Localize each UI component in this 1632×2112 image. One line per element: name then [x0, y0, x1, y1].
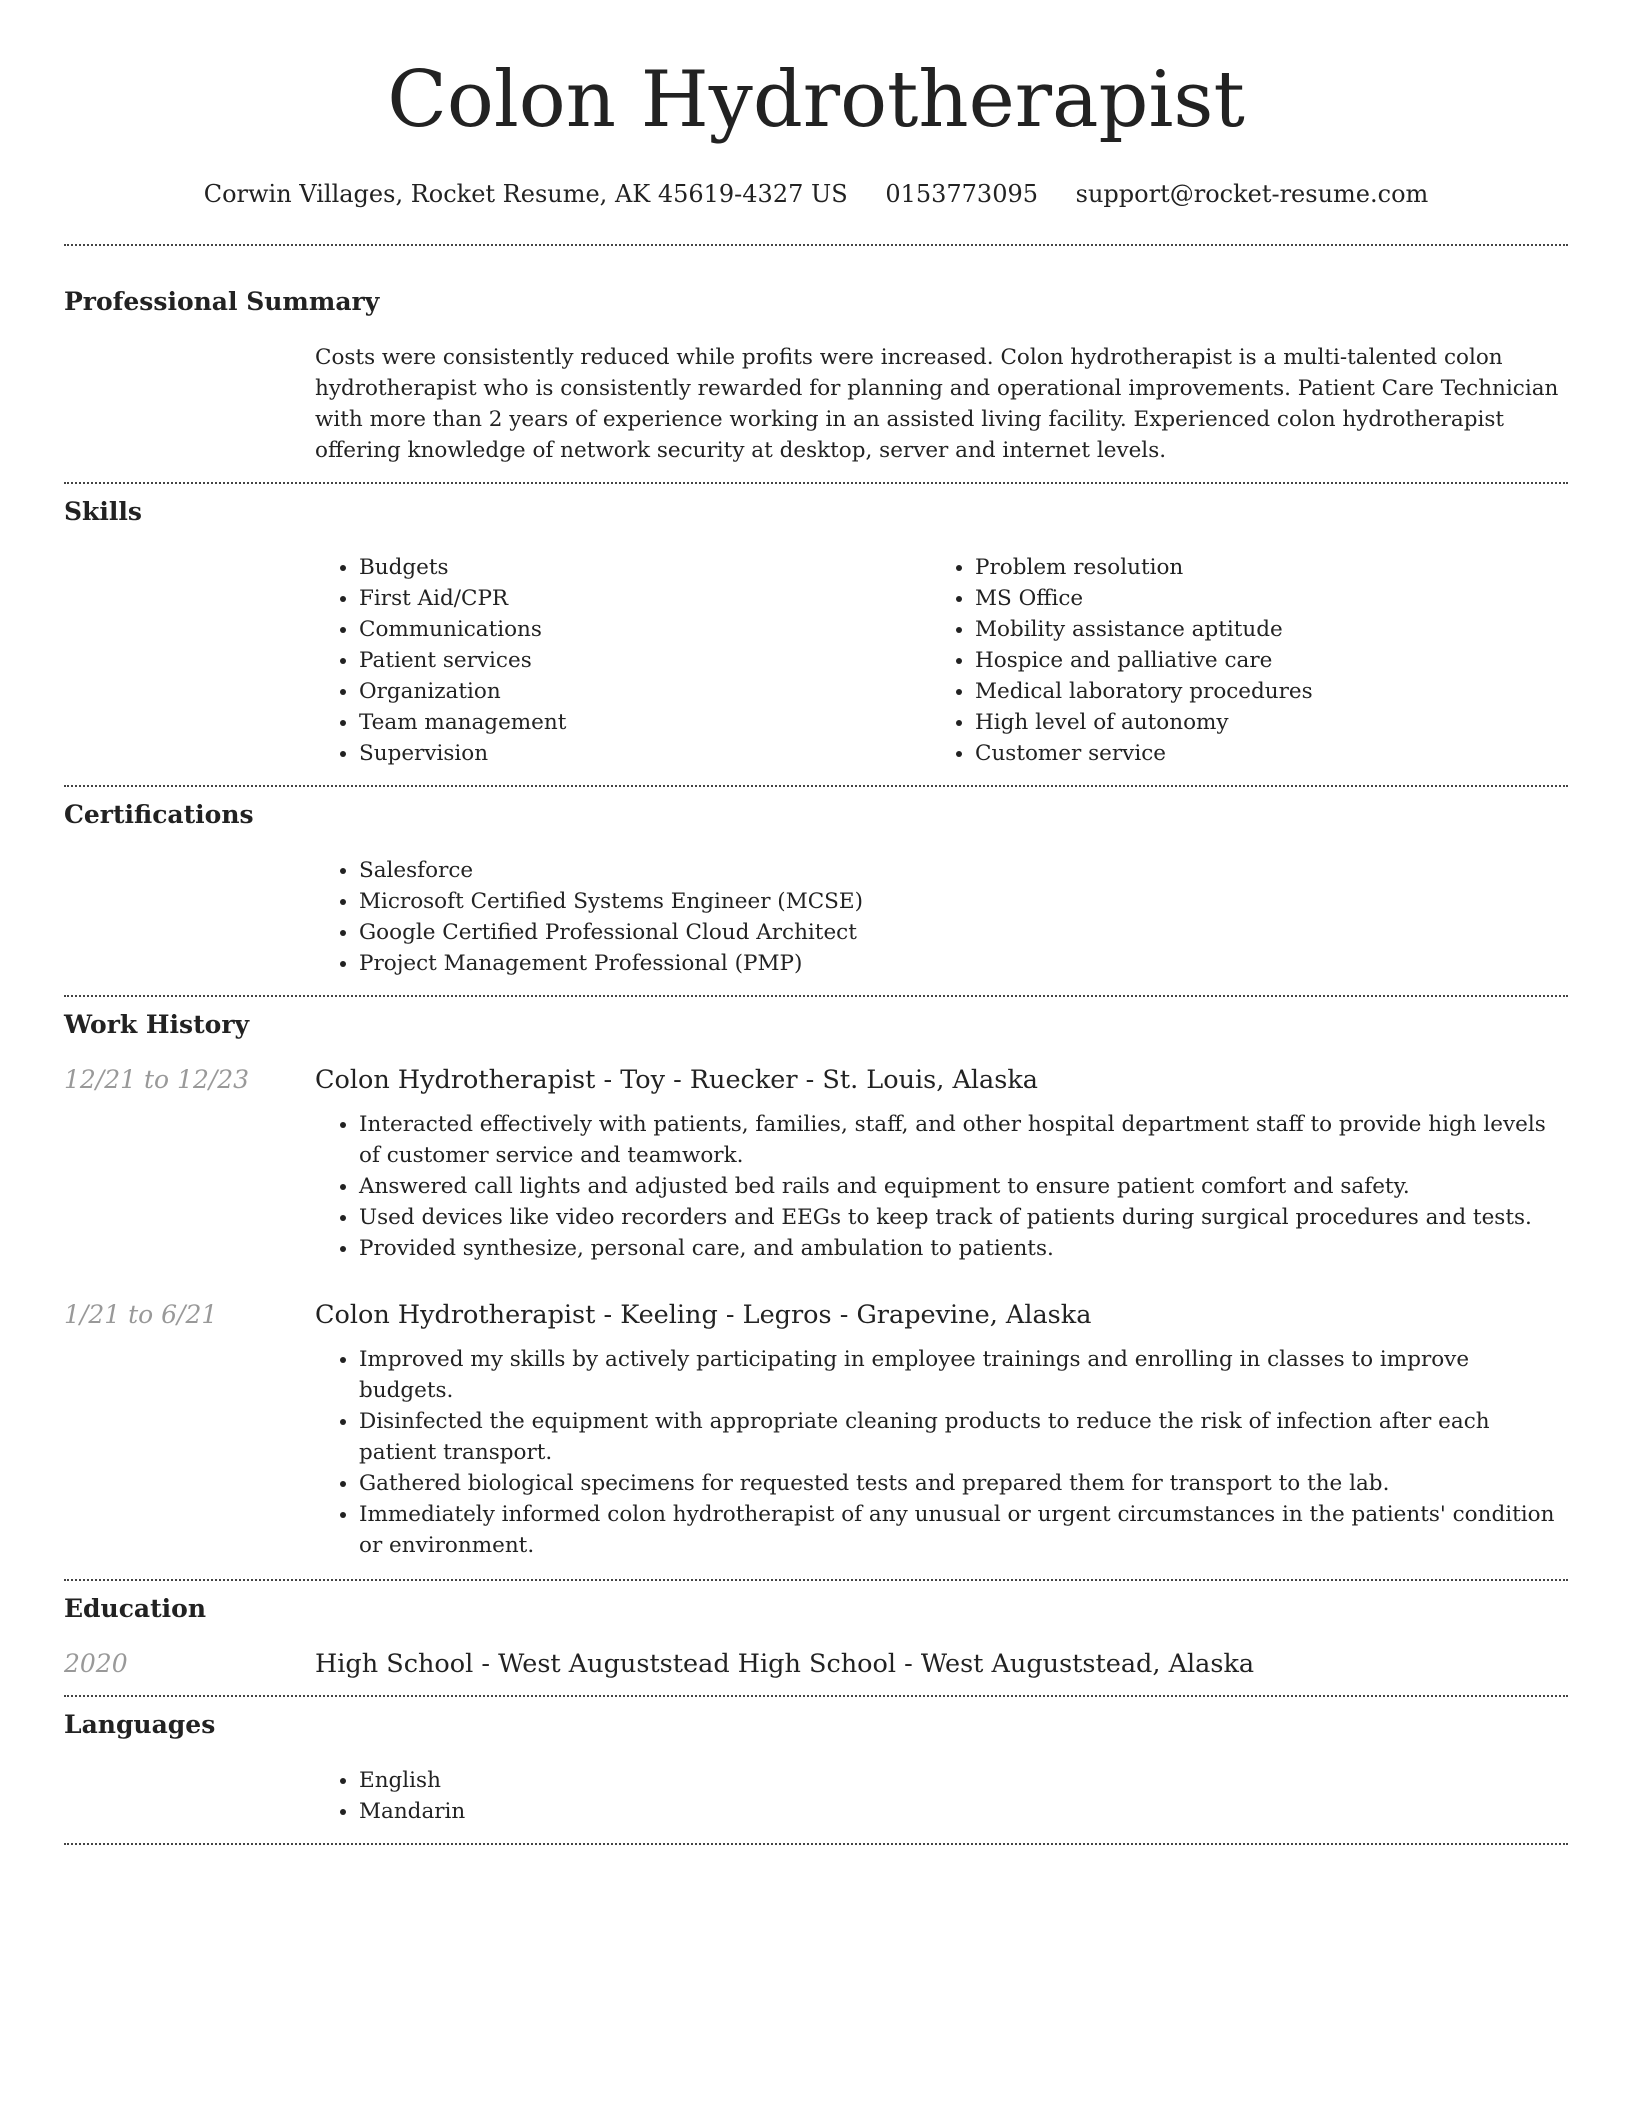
divider: [64, 995, 1568, 997]
summary-heading: Professional Summary: [64, 287, 380, 316]
education-date: 2020: [64, 1649, 128, 1678]
skill-item: • MS Office: [975, 583, 1547, 614]
job-bullet: • Provided synthesize, personal care, and ambulation to patients.: [359, 1233, 1568, 1264]
language-item: • Mandarin: [359, 1796, 1568, 1827]
divider: [64, 244, 1568, 246]
job-bullet: • Used devices like video recorders and EEGs to keep track of patients during surgical procedures and tests.: [359, 1202, 1568, 1233]
languages-body: [64, 1765, 1568, 1843]
summary-text: Costs were consistently reduced while profits were increased. Colon hydrotherapist is a multi-talented colon hydrotherapist who is consistently rewarded for planning and operational improvements. Patient Care Technician with more than 2 years of experience working in an assisted living facility. Experienced colon hydrotherapist offering knowledge of network security at desktop, server and internet levels.: [315, 345, 1559, 463]
job-bullets: [64, 1109, 1568, 1264]
work-history-heading: Work History: [64, 1010, 250, 1039]
job-bullet: • Answered call lights and adjusted bed rails and equipment to ensure patient comfort and safety.: [359, 1171, 1568, 1202]
certifications-body: [64, 855, 1568, 995]
divider: [64, 785, 1568, 787]
contact-line: [64, 178, 1568, 210]
skill-item: • Supervision: [359, 738, 931, 769]
skill-item: • High level of autonomy: [975, 707, 1547, 738]
certification-item: • Salesforce: [359, 855, 1568, 886]
contact-phone: 0153773095: [885, 180, 1039, 208]
job-bullet-list: [315, 1109, 1568, 1264]
skills-heading: Skills: [64, 497, 142, 526]
summary-section: [64, 286, 1568, 482]
certifications-list: [315, 855, 1568, 979]
education-heading: Education: [64, 1594, 207, 1623]
skill-item: • Organization: [359, 676, 931, 707]
certification-item: • Microsoft Certified Systems Engineer (MCSE): [359, 886, 1568, 917]
certifications-heading: Certifications: [64, 800, 254, 829]
job-bullet-list: [315, 1344, 1568, 1561]
contact-address: Corwin Villages, Rocket Resume, AK 45619-4327 US: [203, 180, 848, 208]
skill-item: • Medical laboratory procedures: [975, 676, 1547, 707]
skill-item: • Team management: [359, 707, 931, 738]
skill-item: • Customer service: [975, 738, 1547, 769]
skills-column-right: [931, 552, 1547, 769]
skill-item: • Hospice and palliative care: [975, 645, 1547, 676]
education-title: High School - West Auguststead High School - West Auguststead, Alaska: [315, 1649, 1255, 1679]
job-entry: [64, 1063, 1568, 1097]
job-date: 12/21 to 12/23: [64, 1065, 250, 1094]
education-section: [64, 1593, 1568, 1695]
languages-section: [64, 1709, 1568, 1843]
skills-column-left: [315, 552, 931, 769]
skills-section: [64, 496, 1568, 785]
languages-list: [315, 1765, 1568, 1827]
skill-item: • Problem resolution: [975, 552, 1547, 583]
job-title: Colon Hydrotherapist - Toy - Ruecker - St. Louis, Alaska: [315, 1065, 1038, 1095]
job-bullet: • Disinfected the equipment with appropriate cleaning products to reduce the risk of infection after each patient transport.: [359, 1406, 1568, 1468]
language-item: • English: [359, 1765, 1568, 1796]
divider: [64, 1695, 1568, 1697]
job-date: 1/21 to 6/21: [64, 1300, 218, 1329]
contact-email: support@rocket-resume.com: [1075, 180, 1429, 208]
job-bullet: • Immediately informed colon hydrotherapist of any unusual or urgent circumstances in the patients' condition or environment.: [359, 1499, 1568, 1561]
skill-item: • First Aid/CPR: [359, 583, 931, 614]
skill-item: • Budgets: [359, 552, 931, 583]
certifications-section: [64, 799, 1568, 995]
job-bullet: • Interacted effectively with patients, families, staff, and other hospital department staff to provide high levels of customer service and teamwork.: [359, 1109, 1568, 1171]
divider: [64, 1579, 1568, 1581]
job-title: Colon Hydrotherapist - Keeling - Legros - Grapevine, Alaska: [315, 1300, 1092, 1330]
education-entry: [64, 1647, 1568, 1695]
job-bullets: [64, 1344, 1568, 1561]
languages-heading: Languages: [64, 1710, 216, 1739]
page-title: Colon Hydrotherapist: [387, 55, 1245, 145]
job-bullet: • Gathered biological specimens for requested tests and prepared them for transport to the lab.: [359, 1468, 1568, 1499]
work-history-section: [64, 1009, 1568, 1579]
certification-item: • Google Certified Professional Cloud Architect: [359, 917, 1568, 948]
skill-item: • Mobility assistance aptitude: [975, 614, 1547, 645]
job-bullet: • Improved my skills by actively participating in employee trainings and enrolling in classes to improve budgets.: [359, 1344, 1568, 1406]
skill-item: • Patient services: [359, 645, 931, 676]
skills-list-right: [931, 552, 1547, 769]
divider: [64, 482, 1568, 484]
skills-columns: [64, 552, 1568, 785]
skill-item: • Communications: [359, 614, 931, 645]
certification-item: • Project Management Professional (PMP): [359, 948, 1568, 979]
divider: [64, 1843, 1568, 1845]
job-entry: [64, 1298, 1568, 1332]
skills-list-left: [315, 552, 931, 769]
